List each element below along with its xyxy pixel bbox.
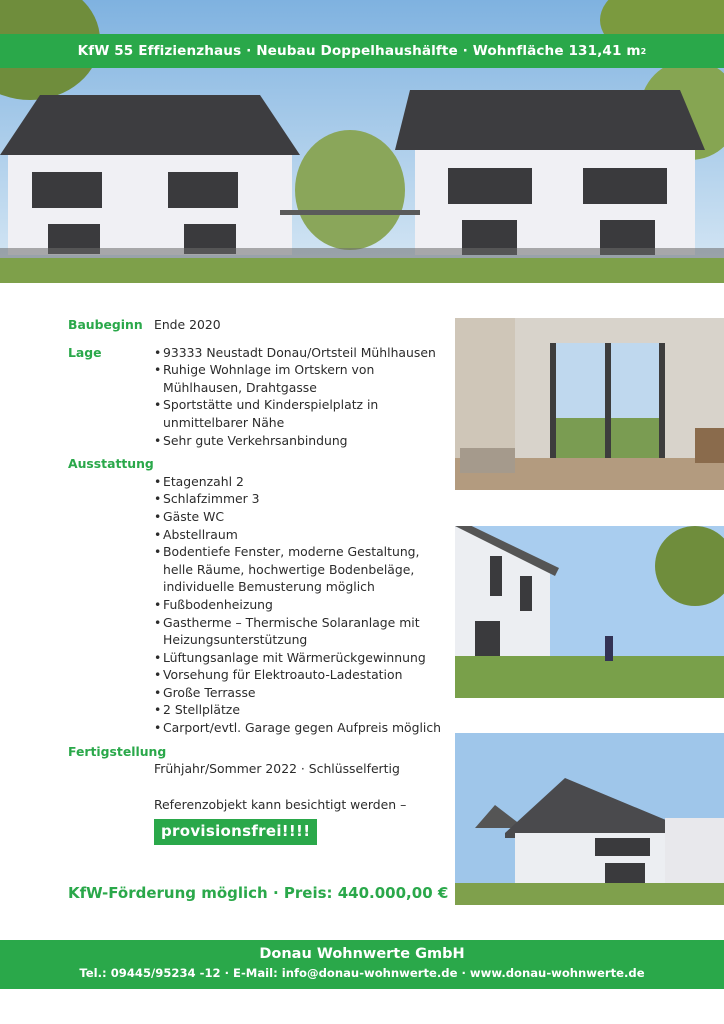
- ausstattung-item: • 2 Stellplätze: [154, 701, 448, 719]
- ausstattung-item: • Lüftungsanlage mit Wärmerückgewinnung: [154, 649, 448, 667]
- ausstattung-list: [154, 473, 448, 737]
- company-name: Donau Wohnwerte GmbH: [259, 946, 465, 962]
- ausstattung-section: [68, 455, 448, 737]
- ausstattung-item: • Fußbodenheizung: [154, 596, 448, 614]
- ausstattung-label: Ausstattung: [68, 456, 154, 472]
- property-details: [68, 316, 448, 845]
- ausstattung-item: • Große Terrasse: [154, 684, 448, 702]
- lage-item: • Sportstätte und Kinderspielplatz in unmittelbarer Nähe: [154, 396, 448, 431]
- banner-text: KfW 55 Effizienzhaus · Neubau Doppelhaushälfte · Wohnfläche 131,41 m: [77, 43, 641, 59]
- baubeginn-label: Baubeginn: [68, 317, 143, 332]
- price-line: KfW-Förderung möglich · Preis: 440.000,00 €: [68, 884, 449, 902]
- ausstattung-item: • Carport/evtl. Garage gegen Aufpreis möglich: [154, 719, 448, 737]
- ausstattung-item: • Gastherme – Thermische Solaranlage mit Heizungsunterstützung: [154, 614, 448, 649]
- lage-item: • Sehr gute Verkehrsanbindung: [154, 432, 448, 450]
- garden-photo: [455, 526, 724, 698]
- top-banner: [0, 34, 724, 68]
- footer-bar: [0, 940, 724, 989]
- ausstattung-item: • Vorsehung für Elektroauto-Ladestation: [154, 666, 448, 684]
- baubeginn-value: Ende 2020: [154, 317, 221, 332]
- exterior-photo: [455, 733, 724, 905]
- ausstattung-item: • Bodentiefe Fenster, moderne Gestaltung, helle Räume, hochwertige Bodenbeläge, individuelle Bemusterung möglich: [154, 543, 448, 596]
- ausstattung-item: • Gäste WC: [154, 508, 448, 526]
- ausstattung-item: • Etagenzahl 2: [154, 473, 448, 491]
- lage-label: Lage: [68, 344, 102, 360]
- interior-photo: [455, 318, 724, 490]
- lage-item: • 93333 Neustadt Donau/Ortsteil Mühlhausen: [154, 344, 448, 362]
- fertigstellung-section: [68, 743, 448, 845]
- lage-item: • Ruhige Wohnlage im Ortskern von Mühlhausen, Drahtgasse: [154, 361, 448, 396]
- contact-info: Tel.: 09445/95234 -12 · E-Mail: info@donau-wohnwerte.de · www.donau-wohnwerte.de: [79, 966, 645, 980]
- fertigstellung-value: Frühjahr/Sommer 2022 · Schlüsselfertig: [154, 761, 400, 777]
- lage-list: [154, 344, 448, 450]
- referenz-text: Referenzobjekt kann besichtigt werden –: [154, 796, 407, 812]
- provisionsfrei-badge: provisionsfrei!!!!: [154, 819, 317, 845]
- ausstattung-item: • Abstellraum: [154, 526, 448, 544]
- lage-row: [68, 344, 448, 450]
- ausstattung-item: • Schlafzimmer 3: [154, 490, 448, 508]
- fertigstellung-label: Fertigstellung: [68, 743, 167, 759]
- banner-superscript: 2: [640, 46, 647, 56]
- baubeginn-row: [68, 316, 448, 334]
